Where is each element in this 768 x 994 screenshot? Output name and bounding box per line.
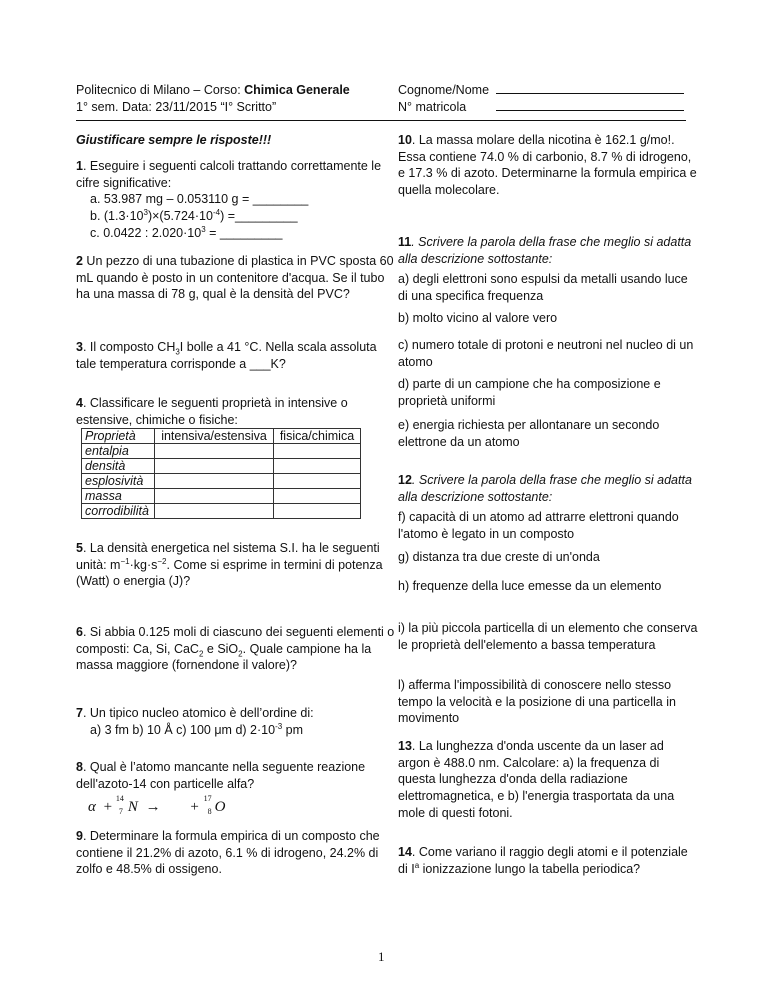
question-10-text: . La massa molare della nicotina è 162.1 g/mo!. Essa contiene 74.0 % di carbonio, 8.7 % di idrogeno, e 17.3 % di azoto. Determinarne la formula empirica e quella molecolare. (398, 133, 697, 197)
name-blank[interactable] (496, 82, 684, 94)
question-14: 14. Come variano il raggio degli atomi e il potenziale di $I^a$ ionizzazione lungo la tabella periodica? (398, 845, 688, 876)
q11-item-e: e) energia richiesta per allontanare un secondo elettrone da un atomo (398, 418, 660, 449)
question-11-number: 11 (398, 235, 412, 249)
answer-cell[interactable] (155, 459, 274, 474)
question-12-intro: . Scrivere la parola della frase che meglio si adatta alla descrizione sottostante: (398, 473, 692, 504)
q12-item-h: h) frequenze della luce emesse da un elemento (398, 579, 662, 593)
header-divider (76, 120, 686, 121)
question-8-text: . Qual è l’atomo mancante nella seguente reazione dell'azoto-14 con particelle alfa? (76, 760, 366, 791)
question-7-options: a) 3 fm b) 10 Å c) 100 μm d) $2\cdot 10^{-3}$ pm (90, 721, 304, 737)
properties-table (81, 428, 361, 519)
question-13-number: 13 (398, 739, 412, 753)
header-date-line: 1° sem. Data: 23/11/2015 “I° Scritto” (76, 99, 277, 114)
table-header-cell: intensiva/estensiva (155, 429, 274, 444)
question-7 (76, 705, 396, 738)
q11-item-d: d) parte di un campione che ha composizione e proprietà uniformi (398, 377, 661, 408)
page-number: 1 (378, 949, 385, 964)
oxygen-nuclide: 17 8 O (203, 794, 226, 817)
answer-cell[interactable] (155, 504, 274, 519)
table-header-row (82, 429, 361, 444)
question-4-number: 4 (76, 396, 83, 410)
question-2 (76, 253, 396, 303)
question-4-text: . Classificare le seguenti proprietà in intensive o estensive, chimiche o fisiche: (76, 396, 348, 427)
question-13-text: . La lunghezza d'onda uscente da un laser ad argon è 488.0 nm. Calcolare: a) la frequenza di questa lunghezza d'onda della radiazione elettromagnetica, e b) l'energia trasportata da una mole di questi fotoni. (398, 739, 675, 820)
question-9 (76, 828, 396, 878)
question-3-number: 3 (76, 340, 83, 354)
name-field-row (398, 82, 688, 99)
question-7-number: 7 (76, 706, 83, 720)
table-header-cell: Proprietà (82, 429, 155, 444)
question-12-number: 12 (398, 473, 412, 487)
header-institution: Politecnico di Milano – Corso: (76, 83, 245, 97)
header-course-line (76, 82, 396, 99)
q11-item-c: c) numero totale di protoni e neutroni nel nucleo di un atomo (398, 338, 694, 369)
header-left (76, 82, 396, 115)
answer-cell[interactable] (155, 489, 274, 504)
q12-item-g: g) distanza tra due creste di un'onda (398, 550, 600, 564)
q11-item-a: a) degli elettroni sono espulsi da metalli usando luce di una specifica frequenza (398, 272, 688, 303)
question-10 (398, 132, 698, 199)
question-14-number: 14 (398, 845, 412, 859)
question-4 (76, 395, 396, 428)
question-3: 3. Il composto $CH_3I$ bolle a 41 °C. Nella scala assoluta tale temperatura corrisponde a ___K? (76, 340, 377, 371)
name-label: Cognome/Nome (398, 83, 490, 97)
question-6: 6. Si abbia 0.125 moli di ciascuno dei seguenti elementi o composti: Ca, Si, CaC$_2$ e SiO$_2$. Quale campione ha la massa maggiore (fornendone il valore)? (76, 625, 395, 673)
answer-cell[interactable] (274, 489, 361, 504)
matricola-field-row (398, 99, 688, 116)
question-5-number: 5 (76, 541, 83, 555)
question-8 (76, 759, 396, 818)
question-1-item-b: b. $(1.3\cdot 10^3)\times(5.724\cdot 10^{-4})$ =_________ (90, 207, 298, 223)
question-8-number: 8 (76, 760, 83, 774)
question-7-text: . Un tipico nucleo atomico è dell’ordine di: (82, 706, 314, 720)
reaction-arrow: → (145, 799, 161, 816)
answer-cell[interactable] (155, 474, 274, 489)
question-11 (398, 234, 698, 267)
question-9-number: 9 (76, 829, 83, 843)
question-10-number: 10 (398, 133, 412, 147)
q12-item-i: i) la più piccola particella di un elemento che conserva le proprietà dell'elemento a bassa temperatura (398, 621, 698, 652)
nitrogen-nuclide: 14 7 N (115, 794, 138, 817)
answer-cell[interactable] (274, 459, 361, 474)
question-9-text: . Determinare la formula empirica di un composto che contiene il 21.2% di azoto, 6.1 % di idrogeno, 24.2% di zolfo e 48.5% di ossigeno. (76, 829, 380, 877)
question-1 (76, 158, 396, 241)
matricola-blank[interactable] (496, 99, 684, 111)
table-row: corrodibilità (82, 504, 361, 519)
table-row: massa (82, 489, 361, 504)
question-1-item-a: a. 53.987 mg – 0.053110 g = ________ (90, 192, 309, 207)
header-right (398, 82, 688, 115)
table-row: entalpia (82, 444, 361, 459)
question-5: 5. La densità energetica nel sistema S.I. ha le seguenti unità: $m^{-1}\cdot kg\cdot s^{-2}$. Come si esprime in termini di potenza (Watt) o energia (J)? (76, 541, 383, 589)
question-12 (398, 472, 698, 505)
question-13 (398, 738, 698, 821)
answer-cell[interactable] (274, 504, 361, 519)
nuclear-reaction: α + 14 7 N → + 17 8 O (88, 794, 226, 817)
answer-cell[interactable] (274, 474, 361, 489)
matricola-label: N° matricola (398, 99, 467, 114)
q12-item-l: l) afferma l'impossibilità di conoscere nello stesso tempo la velocità e la posizione di una particella in movimento (398, 678, 676, 726)
question-1-item-c: c. 0.0422 : $2.020\cdot 10^3$ = _________ (90, 224, 283, 240)
answer-cell[interactable] (155, 444, 274, 459)
table-header-cell: fisica/chimica (274, 429, 361, 444)
question-2-number: 2 (76, 254, 83, 268)
table-row: densità (82, 459, 361, 474)
q12-item-f: f) capacità di un atomo ad attrarre elettroni quando l'atomo è legato in un composto (398, 510, 679, 541)
instruction: Giustificare sempre le risposte!!! (76, 133, 272, 147)
alpha-symbol: α (88, 799, 96, 816)
header-course-name: Chimica Generale (244, 83, 350, 97)
table-row: esplosività (82, 474, 361, 489)
question-11-intro: . Scrivere la parola della frase che meglio si adatta alla descrizione sottostante: (398, 235, 692, 266)
question-2-text: Un pezzo di una tubazione di plastica in PVC sposta 60 mL quando è posto in un contenitore d'acqua. Se il tubo ha una massa di 78 g, qual è la densità del PVC? (76, 254, 394, 302)
question-6-number: 6 (76, 625, 83, 639)
answer-cell[interactable] (274, 444, 361, 459)
question-1-number: 1 (76, 159, 83, 173)
question-1-text: . Eseguire i seguenti calcoli trattando correttamente le cifre significative: (76, 159, 382, 190)
q11-item-b: b) molto vicino al valore vero (398, 311, 558, 325)
properties-table-wrap (81, 428, 361, 519)
